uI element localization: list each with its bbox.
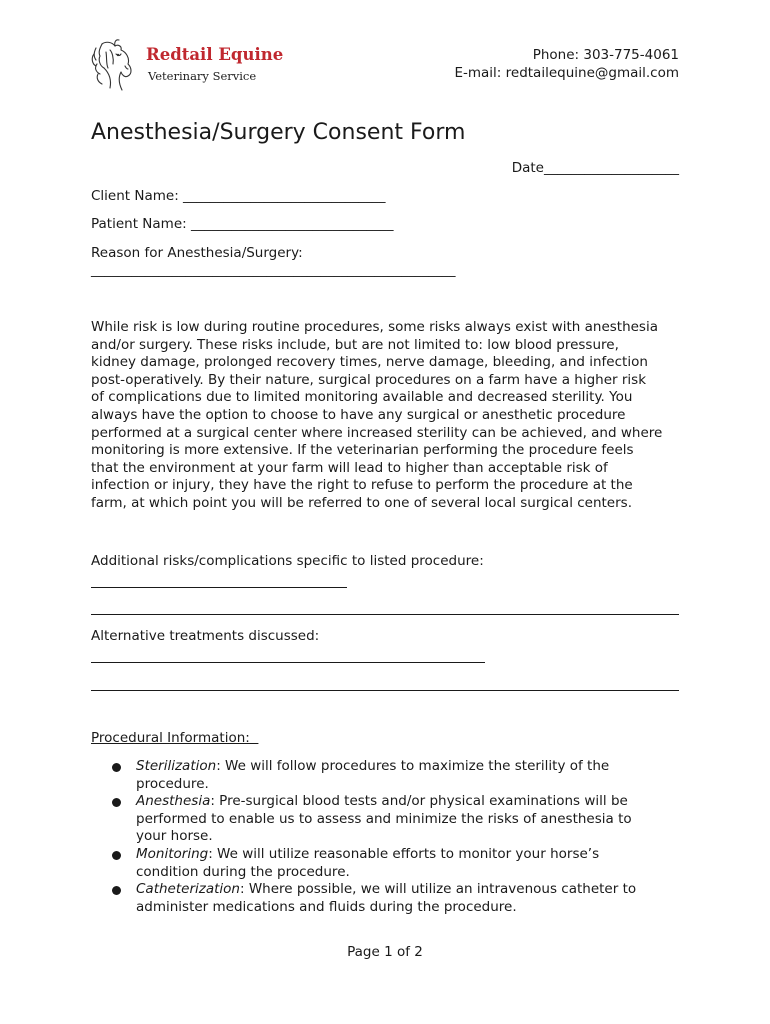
bullet-icon	[112, 798, 121, 807]
clinic-subtitle: Veterinary Service	[148, 69, 257, 83]
additional-risks-label: Additional risks/complications specific to listed procedure:	[91, 553, 484, 569]
paragraph-line: of complications due to limited monitoring available and decreased sterility. You	[91, 389, 633, 406]
paragraph-line: performed at a surgical center where increased sterility can be achieved, and where	[91, 424, 663, 441]
phone-number: Phone: 303-775-4061	[532, 47, 679, 63]
list-item	[108, 881, 688, 916]
email-address: E-mail: redtailequine@gmail.com	[454, 65, 679, 81]
procedural-info-list	[108, 758, 688, 916]
alternative-treatments-label: Alternative treatments discussed:	[91, 628, 320, 644]
item-term: Monitoring	[136, 845, 209, 862]
client-name-field[interactable]: Client Name: ______________________________	[91, 188, 386, 204]
paragraph-line: post-operatively. By their nature, surgical procedures on a farm have a higher risk	[91, 371, 647, 388]
paragraph-line: and/or surgery. These risks include, but are not limited to: low blood pressure,	[91, 336, 619, 353]
list-item	[108, 758, 688, 793]
item-text: : We will follow procedures to maximize the sterility of the	[216, 758, 610, 774]
horse-head-icon	[88, 38, 144, 94]
item-text: administer medications and fluids during the procedure.	[136, 898, 517, 915]
item-text: performed to enable us to assess and minimize the risks of anesthesia to	[136, 810, 632, 827]
bullet-icon	[112, 886, 121, 895]
item-text: condition during the procedure.	[136, 863, 350, 880]
procedural-info-heading: Procedural Information:	[91, 730, 259, 746]
list-item	[108, 846, 688, 881]
alternative-treatments-line-2[interactable]	[91, 690, 679, 691]
paragraph-line: While risk is low during routine procedures, some risks always exist with anesthesia	[91, 319, 658, 335]
item-text: : Pre-surgical blood tests and/or physical examinations will be	[210, 793, 628, 810]
clinic-logo	[88, 38, 288, 96]
item-text: procedure.	[136, 775, 209, 792]
item-text: : Where possible, we will utilize an intravenous catheter to	[239, 881, 637, 898]
alternative-treatments-line-1[interactable]	[91, 662, 485, 663]
additional-risks-line-1[interactable]	[91, 587, 347, 588]
paragraph-line: farm, at which point you will be referred to one of several local surgical centers.	[91, 494, 632, 511]
reason-field[interactable]: ______________________________________________________	[91, 262, 456, 278]
patient-name-field[interactable]: Patient Name: ______________________________	[91, 216, 394, 232]
item-term: Anesthesia	[136, 793, 211, 810]
item-text: your horse.	[136, 828, 213, 845]
paragraph-line: that the environment at your farm will lead to higher than acceptable risk of	[91, 459, 608, 476]
item-term: Sterilization	[136, 758, 217, 774]
paragraph-line: kidney damage, prolonged recovery times, nerve damage, bleeding, and infection	[91, 354, 648, 371]
paragraph-line: infection or injury, they have the right to refuse to perform the procedure at the	[91, 477, 633, 494]
bullet-icon	[112, 763, 121, 772]
form-title: Anesthesia/Surgery Consent Form	[91, 120, 466, 145]
page-number: Page 1 of 2	[347, 944, 423, 960]
paragraph-line: monitoring is more extensive. If the veterinarian performing the procedure feels	[91, 442, 634, 459]
list-item	[108, 793, 688, 846]
contact-info	[454, 46, 679, 82]
date-field[interactable]: Date____________________	[511, 160, 679, 176]
risk-disclosure-paragraph	[91, 319, 691, 513]
clinic-name: Redtail Equine	[146, 45, 284, 64]
item-text: : We will utilize reasonable efforts to monitor your horse’s	[208, 845, 600, 862]
paragraph-line: always have the option to choose to have any surgical or anesthetic procedure	[91, 406, 626, 423]
bullet-icon	[112, 851, 121, 860]
item-term: Catheterization	[136, 881, 240, 898]
additional-risks-line-2[interactable]	[91, 614, 679, 615]
reason-label: Reason for Anesthesia/Surgery:	[91, 245, 303, 261]
